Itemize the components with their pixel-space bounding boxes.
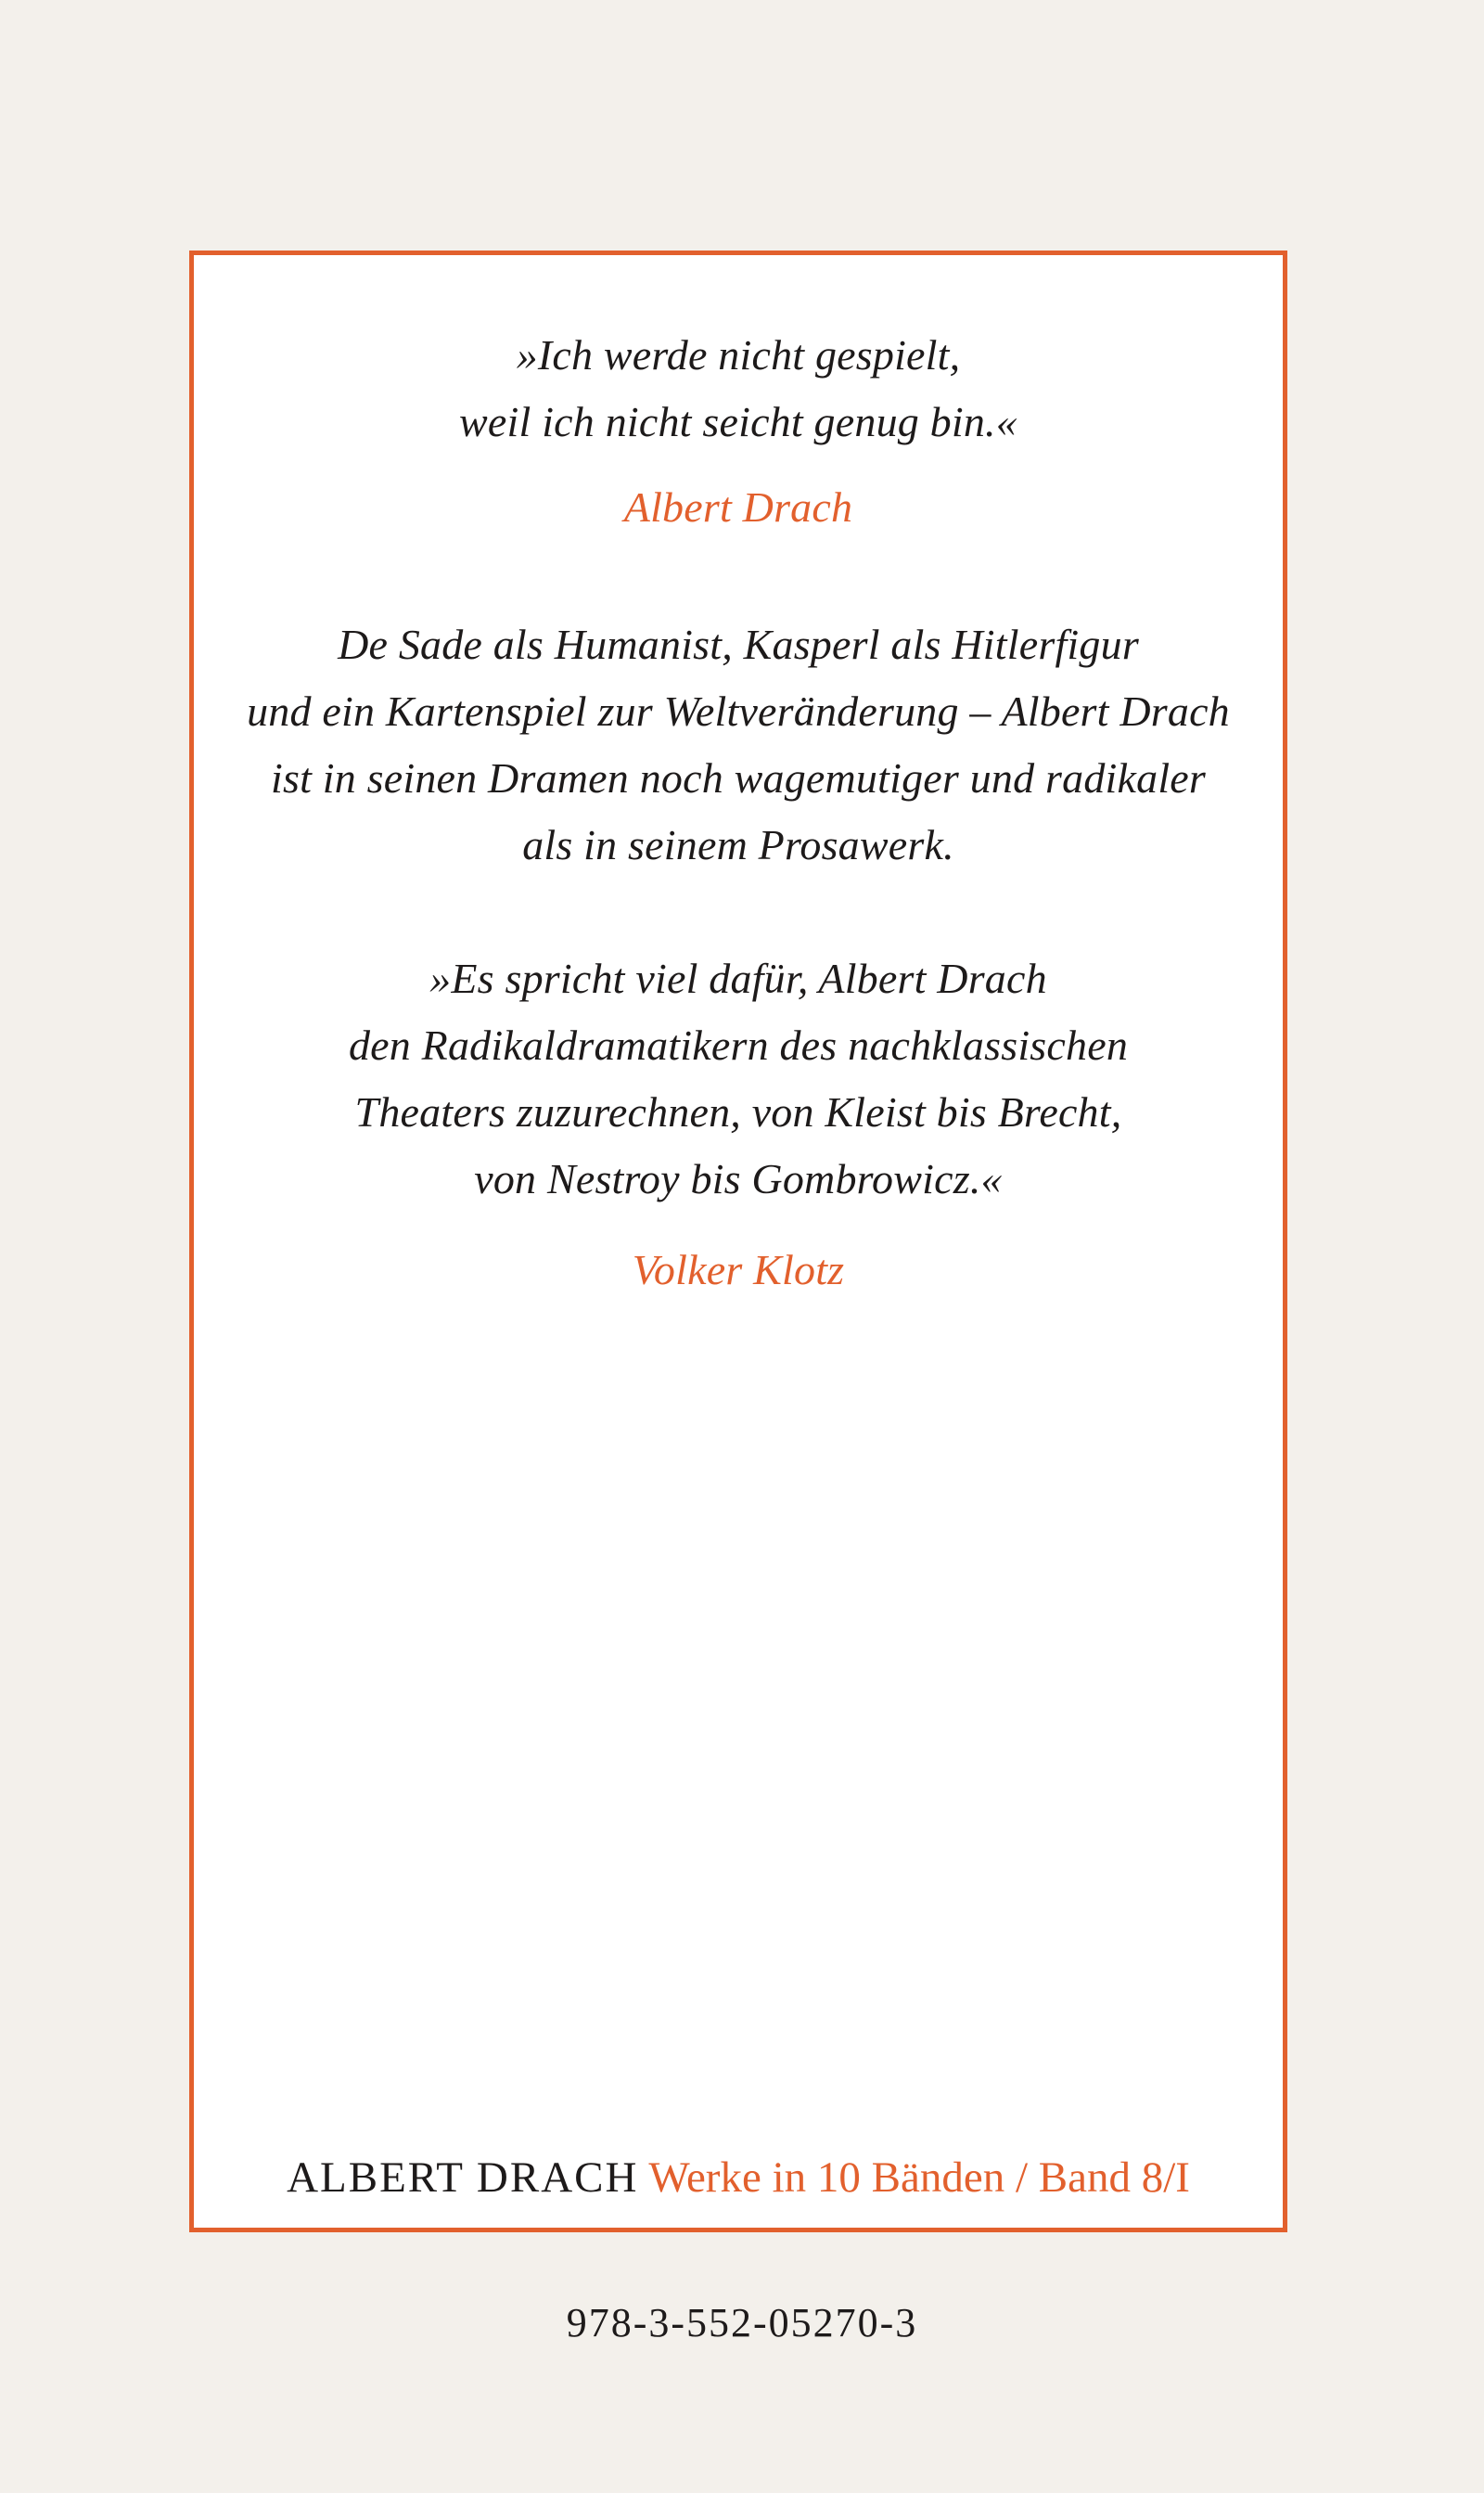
quote-line: »Ich werde nicht gespielt, <box>516 331 961 379</box>
back-cover-panel <box>189 251 1287 2232</box>
quote-line: von Nestroy bis Gombrowicz.« <box>474 1155 1003 1202</box>
description-line: ist in seinen Dramen noch wagemutiger und radikaler <box>270 754 1207 802</box>
book-description <box>194 611 1283 879</box>
quote-author-klotz: Volker Klotz <box>632 1246 845 1293</box>
quote-line: den Radikaldramatikern des nachklassischen <box>348 1022 1129 1069</box>
description-line: als in seinem Prosawerk. <box>522 821 954 868</box>
quote-line: Theaters zuzurechnen, von Kleist bis Brecht, <box>354 1088 1122 1136</box>
footer-series: Werke in 10 Bänden / Band 8/I <box>648 2153 1190 2202</box>
quote-drach <box>194 322 1283 456</box>
series-footer <box>194 2150 1283 2205</box>
description-line: De Sade als Humanist, Kasperl als Hitlerfigur <box>338 621 1139 668</box>
footer-author: ALBERT DRACH <box>287 2153 639 2202</box>
description-line: und ein Kartenspiel zur Weltveränderung – Albert Drach <box>247 688 1230 735</box>
quote-line: »Es spricht viel dafür, Albert Drach <box>429 955 1047 1002</box>
quote-klotz <box>194 945 1283 1213</box>
quote-line: weil ich nicht seicht genug bin.« <box>459 398 1017 445</box>
quote-author-drach: Albert Drach <box>623 483 853 531</box>
isbn-number: 978-3-552-05270-3 <box>566 2300 918 2345</box>
